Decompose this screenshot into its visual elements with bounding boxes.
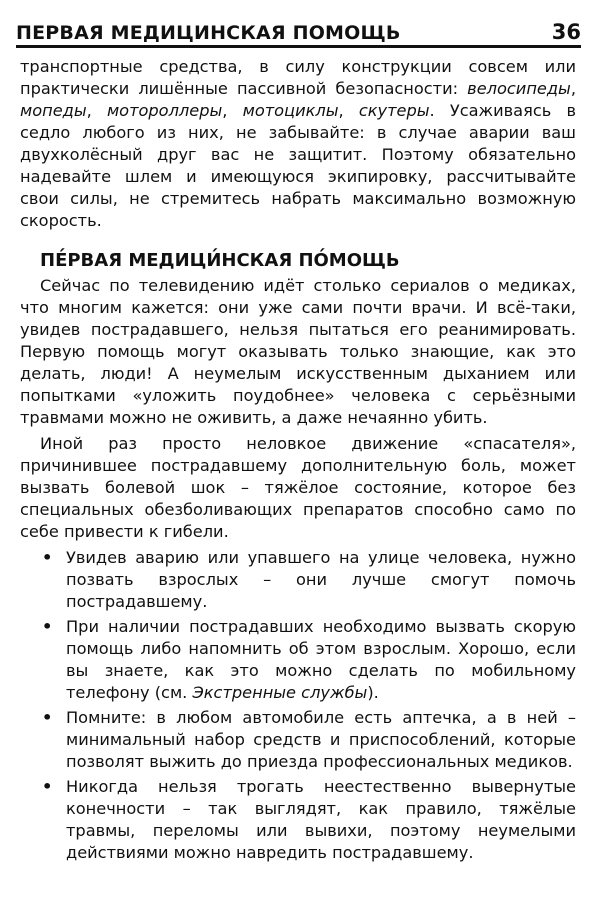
running-header <box>16 10 581 48</box>
running-header-title: ПЕРВАЯ МЕДИЦИНСКАЯ ПОМОЩЬ <box>16 22 401 44</box>
bullet-item: • Увидев аварию или упавшего на улице человека, нужно позвать взрослых – они лучше смогут помочь пострадавшему. <box>42 548 576 611</box>
intro-paragraph: транспортные средства, в силу конструкции совсем или практически лишённые пассивной безопасности: велосипеды, мопеды, мотороллеры, мотоциклы, скутеры. Усаживаясь в седло любого из них, не забывайте: в случае аварии ваш двухколёсный друг вас не защитит. Поэтому обязательно надевайте шлем и имеющуюся экипировку, рассчитывайте свои силы, не стремитесь набрать максимально возможную скорость. <box>20 57 576 230</box>
vehicle-name: мотоциклы <box>242 101 339 120</box>
page-number: 36 <box>551 20 581 44</box>
vehicle-name: мопеды <box>20 101 87 120</box>
bullet-marker: • <box>42 777 53 796</box>
section-paragraph: Сейчас по телевидению идёт столько сериалов о медиках, что многим кажется: они уже сами почти врачи. И всё-таки, увидев пострадавшего, нельзя пытаться его реанимировать. Первую помощь могут оказывать только знающие, как это делать, люди! А неумелым искусственным дыханием или попытками «уложить поудобнее» человека с серьёзными травмами можно не оживить, а даже нечаянно убить. <box>20 276 576 427</box>
bullet-item: • Никогда нельзя трогать неестественно вывернутые конечности – так выглядят, как правило, тяжёлые травмы, переломы или вывихи, поэтому неумелыми действиями можно навредить пострадавшему. <box>42 777 576 862</box>
bullet-item: • Помните: в любом автомобиле есть аптечка, а в ней – минимальный набор средств и приспособлений, которые позволят выжить до приезда профессиональных медиков. <box>42 708 576 771</box>
page-body <box>20 56 576 864</box>
section-heading: ПЕ́РВАЯ МЕДИЦИ́НСКАЯ ПО́МОЩЬ <box>40 250 400 271</box>
cross-reference-link[interactable]: Экстренные службы <box>192 683 368 702</box>
bullet-marker: • <box>42 548 53 567</box>
bullet-list <box>20 547 576 864</box>
vehicle-name: велосипеды <box>467 79 571 98</box>
bullet-marker: • <box>42 617 53 636</box>
bullet-item: • При наличии пострадавших необходимо вызвать скорую помощь либо напомнить об этом взрослым. Хорошо, если вы знаете, как это можно сделать по мобильному телефону (см. Экстренные службы). <box>42 617 576 702</box>
vehicle-name: скутеры <box>358 101 430 120</box>
bullet-marker: • <box>42 708 53 727</box>
vehicle-name: мотороллеры <box>106 101 223 120</box>
section-paragraph: Иной раз просто неловкое движение «спасателя», причинившее пострадавшему дополнительную боль, может вызвать болевой шок – тяжёлое состояние, которое без специальных обезболивающих препаратов способно само по себе привести к гибели. <box>20 434 576 541</box>
